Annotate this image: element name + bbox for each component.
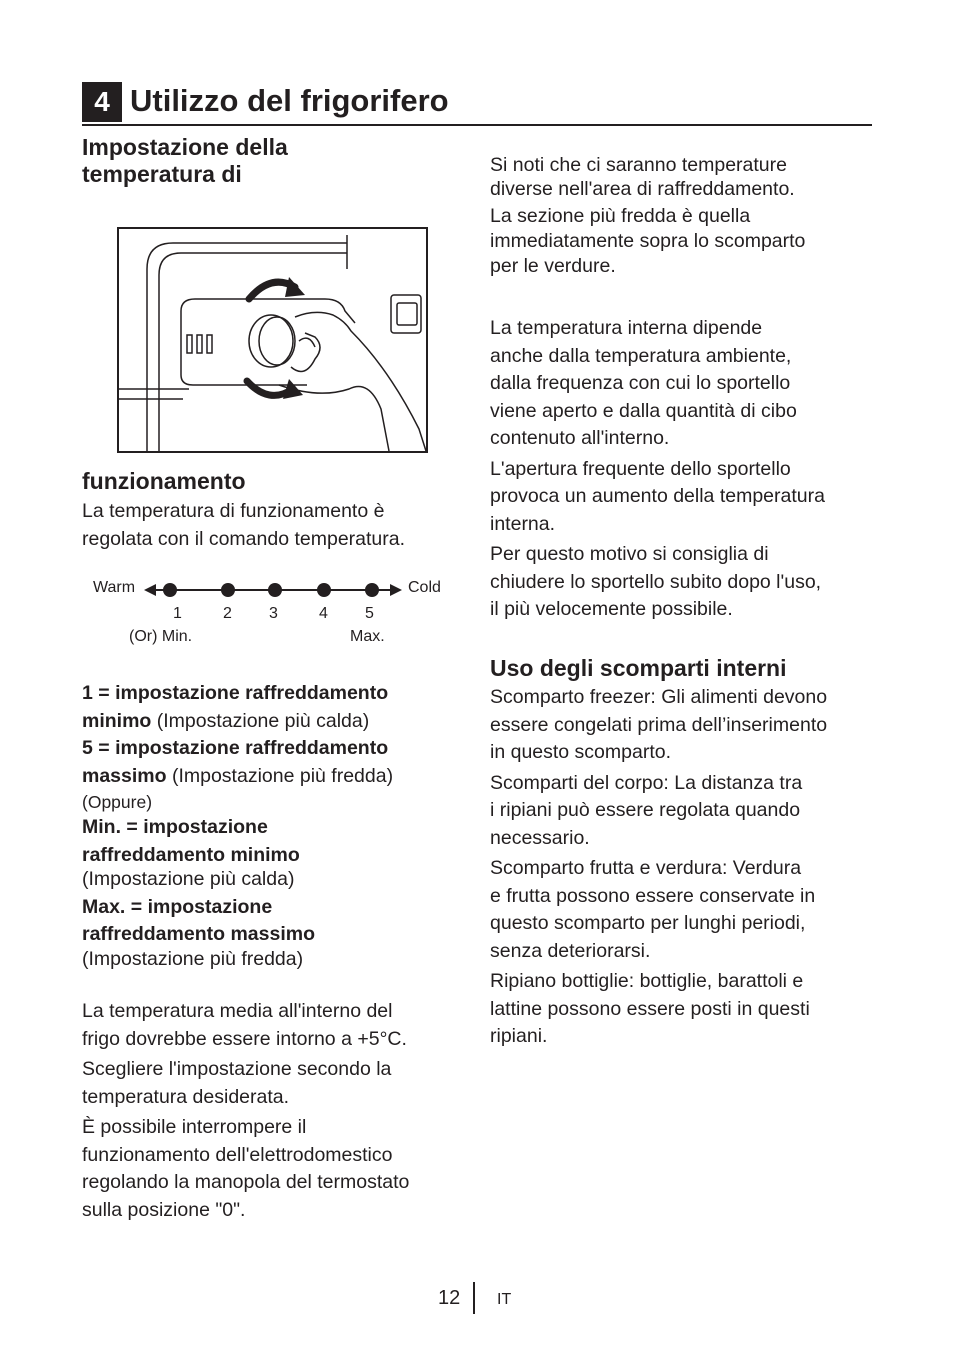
thermostat-illustration xyxy=(117,227,428,453)
settings-legend: 1 = impostazione raffreddamento minimo (Impostazione più calda) 5 = impostazione raffreddamento massimo (Impostazione più fredda) (Oppure) Min. = impostazione raffreddamento minimo (Impostazione più calda) Max. = impostazione raffreddamento massimo (Impostazione più fredda) xyxy=(82,682,394,970)
scale-dot-4 xyxy=(317,583,331,597)
scale-number-1: 1 xyxy=(173,605,182,622)
compartments-text: Scomparto freezer: Gli alimenti devono essere congelati prima dell’inserimento in questo scomparto. Scomparti del corpo: La distanza tra i ripiani può essere regolata quando necessario. Scomparto frutta e verdura: Verdura e frutta possono essere conservate in questo scomparto per lunghi periodi, senza deteriorarsi. Ripiano bottiglie: bottiglie, barattoli e lattine possono essere posti in questi ripiani. xyxy=(490,686,828,1047)
scale-number-4: 4 xyxy=(319,605,328,622)
right-paragraphs-middle: La temperatura interna dipende anche dalla temperatura ambiente, dalla frequenza con cui lo sportello viene aperto e dalla quantità di cibo contenuto all'interno. L'apertura frequente dello sportello provoca un aumento della temperatura interna. Per questo motivo si consiglia di chiudere lo sportello subito dopo l'uso, il più velocemente possibile. xyxy=(490,317,825,620)
scale-dot-1 xyxy=(163,583,177,597)
scale-dot-5 xyxy=(365,583,379,597)
right-paragraphs-top: Si noti che ci saranno temperature diverse nell'area di raffreddamento. La sezione più fredda è quella immediatamente sopra lo scomparto per le verdure. xyxy=(490,154,806,277)
arrow-left-icon xyxy=(144,584,156,596)
thermostat-drawing xyxy=(119,229,426,451)
chapter-header xyxy=(82,80,872,126)
chapter-title: Utilizzo del frigorifero xyxy=(130,83,449,118)
language-code: IT xyxy=(497,1291,512,1308)
scale-cold-label: Cold xyxy=(408,579,441,596)
scale-number-2: 2 xyxy=(223,605,232,622)
section-heading-temperature: Impostazione della temperatura di xyxy=(82,134,288,187)
scale-warm-label: Warm xyxy=(93,579,136,596)
page-number: 12 xyxy=(438,1287,461,1309)
scale-min-label: (Or) Min. xyxy=(129,628,193,645)
temperature-scale xyxy=(142,580,404,600)
scale-number-3: 3 xyxy=(269,605,278,622)
section-heading-operation: funzionamento xyxy=(82,468,246,494)
chapter-number: 4 xyxy=(82,82,122,122)
left-paragraphs: La temperatura media all'interno del frigo dovrebbe essere intorno a +5°C. Scegliere l'impostazione secondo la temperatura desiderata. È possibile interrompere il funzionamento dell'elettrodomestico regolando la manopola del termostato sulla posizione "0". xyxy=(82,1000,410,1221)
scale-dot-3 xyxy=(268,583,282,597)
intro-text: La temperatura di funzionamento è regolata con il comando temperatura. xyxy=(82,500,406,550)
arrow-right-icon xyxy=(390,584,402,596)
scale-max-label: Max. xyxy=(350,628,385,645)
footer-divider xyxy=(473,1282,475,1314)
scale-dot-2 xyxy=(221,583,235,597)
section-heading-compartments: Uso degli scomparti interni xyxy=(490,655,787,681)
scale-number-5: 5 xyxy=(365,605,374,622)
